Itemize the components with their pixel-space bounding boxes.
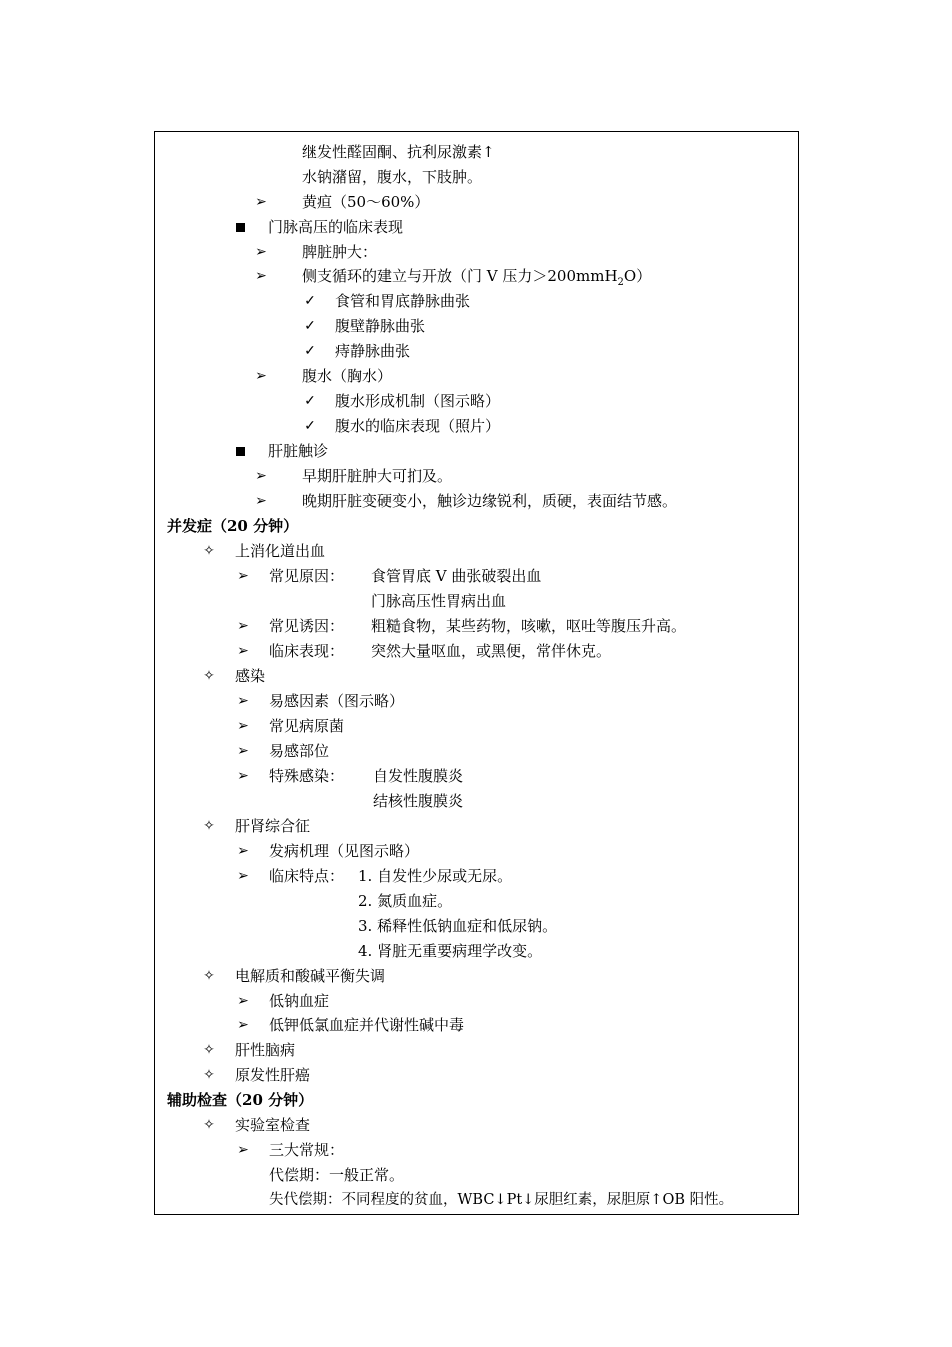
text-line: 腹水（胸水） — [302, 367, 393, 385]
arrow-bullet-icon: ➢ — [237, 768, 249, 784]
subsection-heading: 肝性脑病 — [235, 1041, 296, 1059]
text-line: 常见病原菌 — [269, 717, 345, 735]
subscript: 2 — [617, 277, 624, 288]
arrow-bullet-icon: ➢ — [237, 1142, 249, 1158]
diamond-bullet-icon: ✧ — [203, 1117, 215, 1133]
item-value: 门脉高压性胃病出血 — [371, 592, 507, 610]
item-label: 特殊感染： — [269, 767, 345, 785]
arrow-bullet-icon: ➢ — [237, 643, 249, 659]
diamond-bullet-icon: ✧ — [203, 968, 215, 984]
arrow-bullet-icon: ➢ — [237, 718, 249, 734]
check-bullet-icon: ✓ — [304, 418, 316, 434]
text-line: 痔静脉曲张 — [335, 342, 411, 360]
diamond-bullet-icon: ✧ — [203, 1067, 215, 1083]
check-bullet-icon: ✓ — [304, 393, 316, 409]
arrow-bullet-icon: ➢ — [237, 868, 249, 884]
item-label: 临床特点： — [269, 867, 345, 885]
item-label: 常见诱因： — [269, 617, 345, 635]
text-line: 腹水的临床表现（照片） — [335, 417, 501, 435]
square-bullet-icon — [236, 447, 245, 456]
diamond-bullet-icon: ✧ — [203, 543, 215, 559]
text-line: 三大常规： — [269, 1141, 345, 1159]
text-line: 继发性醛固酮、抗利尿激素↑ — [302, 143, 495, 161]
arrow-bullet-icon: ➢ — [255, 268, 267, 284]
list-item: 4. 肾脏无重要病理学改变。 — [358, 942, 543, 960]
check-bullet-icon: ✓ — [304, 293, 316, 309]
list-item: 2. 氮质血症。 — [358, 892, 453, 910]
text-line: 发病机理（见图示略） — [269, 842, 420, 860]
text-line: 代偿期：一般正常。 — [269, 1166, 405, 1184]
subsection-heading: 原发性肝癌 — [235, 1066, 311, 1084]
check-bullet-icon: ✓ — [304, 318, 316, 334]
arrow-bullet-icon: ➢ — [237, 568, 249, 584]
square-bullet-icon — [236, 223, 245, 232]
subsection-heading: 感染 — [235, 667, 266, 685]
text-line: 低钾低氯血症并代谢性碱中毒 — [269, 1016, 465, 1034]
arrow-bullet-icon: ➢ — [237, 993, 249, 1009]
diamond-bullet-icon: ✧ — [203, 668, 215, 684]
text-line: 失代偿期：不同程度的贫血，WBC↓Pt↓尿胆红素，尿胆原↑OB 阳性。 — [269, 1192, 734, 1208]
check-bullet-icon: ✓ — [304, 343, 316, 359]
text-line: 黄疸（50～60%） — [302, 193, 430, 211]
diamond-bullet-icon: ✧ — [203, 818, 215, 834]
item-value: 突然大量呕血，或黑便，常伴休克。 — [371, 642, 612, 660]
text-line — [302, 266, 651, 286]
list-item: 1. 自发性少尿或无尿。 — [358, 867, 513, 885]
subsection-heading: 上消化道出血 — [235, 542, 326, 560]
arrow-bullet-icon: ➢ — [237, 618, 249, 634]
item-value: 自发性腹膜炎 — [373, 767, 464, 785]
arrow-bullet-icon: ➢ — [255, 194, 267, 210]
arrow-bullet-icon: ➢ — [255, 244, 267, 260]
document-box — [154, 131, 799, 1215]
section-heading: 门脉高压的临床表现 — [268, 218, 404, 236]
text-segment: 侧支循环的建立与开放（门 V 压力＞200mmH — [302, 267, 618, 285]
text-line: 水钠潴留，腹水，下肢肿。 — [302, 168, 483, 186]
text-line: 脾脏肿大： — [302, 243, 378, 261]
item-value: 结核性腹膜炎 — [373, 792, 464, 810]
item-value: 食管胃底 V 曲张破裂出血 — [371, 567, 542, 585]
text-line: 食管和胃底静脉曲张 — [335, 292, 471, 310]
section-title: 辅助检查（20 分钟） — [167, 1091, 314, 1109]
subsection-heading: 肝肾综合征 — [235, 817, 311, 835]
section-heading: 肝脏触诊 — [268, 442, 329, 460]
arrow-bullet-icon: ➢ — [255, 368, 267, 384]
diamond-bullet-icon: ✧ — [203, 1042, 215, 1058]
text-line: 早期肝脏肿大可扪及。 — [302, 467, 453, 485]
subsection-heading: 实验室检查 — [235, 1116, 311, 1134]
text-line: 腹水形成机制（图示略） — [335, 392, 501, 410]
text-line: 易感因素（图示略） — [269, 692, 405, 710]
text-line: 腹壁静脉曲张 — [335, 317, 426, 335]
item-value: 粗糙食物，某些药物，咳嗽，呕吐等腹压升高。 — [371, 617, 687, 635]
text-line: 低钠血症 — [269, 992, 330, 1010]
item-label: 临床表现： — [269, 642, 345, 660]
arrow-bullet-icon: ➢ — [237, 743, 249, 759]
arrow-bullet-icon: ➢ — [255, 493, 267, 509]
text-line: 晚期肝脏变硬变小，触诊边缘锐利，质硬，表面结节感。 — [302, 492, 678, 510]
text-line: 易感部位 — [269, 742, 330, 760]
arrow-bullet-icon: ➢ — [237, 693, 249, 709]
list-item: 3. 稀释性低钠血症和低尿钠。 — [358, 917, 558, 935]
arrow-bullet-icon: ➢ — [255, 468, 267, 484]
subsection-heading: 电解质和酸碱平衡失调 — [235, 967, 386, 985]
arrow-bullet-icon: ➢ — [237, 843, 249, 859]
item-label: 常见原因： — [269, 567, 345, 585]
arrow-bullet-icon: ➢ — [237, 1017, 249, 1033]
section-title: 并发症（20 分钟） — [167, 517, 299, 535]
text-segment: O） — [623, 267, 652, 285]
